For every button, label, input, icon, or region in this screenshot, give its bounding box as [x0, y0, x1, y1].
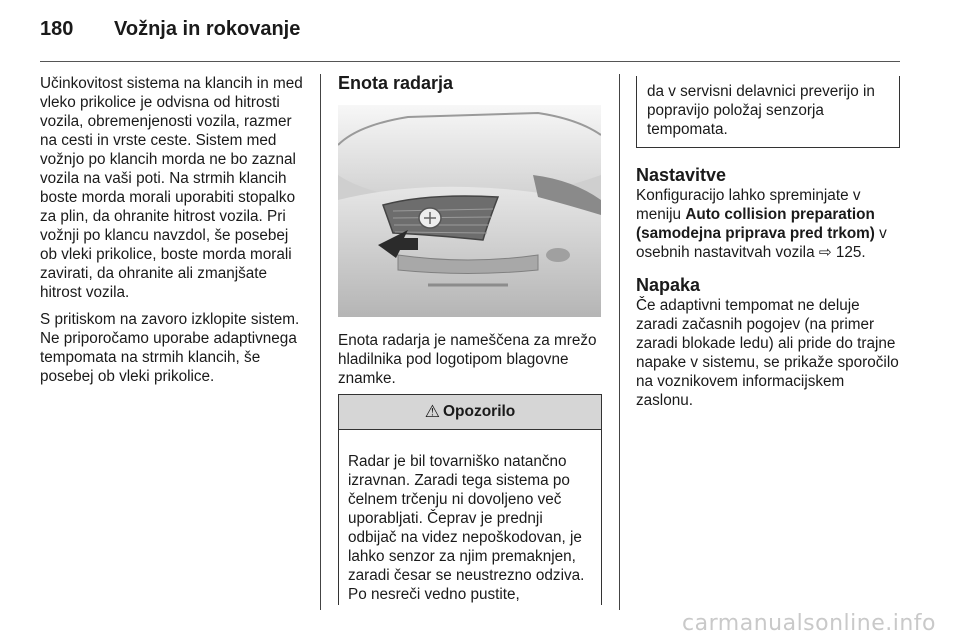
- warning-body: Radar je bil tovarniško natančno izravnan. Zaradi tega sistema po čelnem trčenju ni dovoljeno več uporabljati. Čeprav je prednji odbijač na videz nepoškodovan, je lahko senzor za njim premaknjen, zaradi česar se neustrezno odziva. Po nesreči vedno pustite,: [348, 453, 585, 603]
- radar-unit-photo: [338, 105, 601, 317]
- page-title: Vožnja in rokovanje: [114, 18, 301, 40]
- section-heading-radar: Enota radarja: [338, 73, 454, 93]
- header-divider: [40, 61, 900, 62]
- warning-continued-text: da v servisni delavnici preverijo in popravijo položaj senzorja tempomata.: [647, 83, 875, 138]
- page-reference: 125.: [835, 244, 866, 261]
- warning-triangle-icon: ⚠: [424, 402, 440, 421]
- page-reference-icon: ⇨: [818, 244, 832, 261]
- watermark: carmanualsonline.info: [682, 611, 936, 636]
- car-front-illustration: [338, 105, 601, 317]
- paragraph-slopes: Učinkovitost sistema na klancih in med vleko prikolice je odvisna od hitrosti vozila, obremenjenosti vozila, razmer na cesti in vrste ceste. Sistem med vožnjo po klancih morda ne bo zaznal vozila na vaši poti. Na strmih klancih boste morda morali uporabiti stopalko za plin, da ohranite hitrost vozila. Pri vožnji po klancu navzdol, še posebej ob vleki prikolice, boste morda morali zavirati, da ohranite ali zmanjšate hitrost vozila.: [40, 75, 303, 301]
- warning-title: Opozorilo: [442, 403, 516, 420]
- section-heading-settings: Nastavitve: [636, 165, 727, 185]
- radar-caption: Enota radarja je nameščena za mrežo hladilnika pod logotipom blagovne znamke.: [338, 332, 597, 387]
- column-divider-left: [320, 74, 321, 610]
- paragraph-brake: S pritiskom na zavoro izklopite sistem. Ne priporočamo uporabe adaptivnega tempomata na strmih klancih, še posebej ob vleki prikolice.: [40, 311, 300, 385]
- section-heading-fault: Napaka: [636, 275, 701, 295]
- column-3: [636, 76, 900, 418]
- warning-header: [339, 395, 601, 430]
- warning-box: [338, 394, 602, 605]
- warning-box-continued: [636, 76, 900, 148]
- column-2: [338, 74, 602, 396]
- column-divider-right: [619, 74, 620, 610]
- settings-paragraph: Konfiguracijo lahko spreminjate v meniju Auto collision preparation (samodejna priprava pred trkom) v osebnih nastavitvah vozila ⇨ 125.: [636, 187, 887, 261]
- column-1: [40, 74, 308, 394]
- menu-path: Auto collision preparation (samodejna priprava pred trkom): [636, 206, 875, 242]
- page-number: 180: [40, 18, 74, 40]
- page-header: [40, 18, 900, 52]
- fault-paragraph: Če adaptivni tempomat ne deluje zaradi začasnih pogojev (na primer zaradi blokade ledu) ali pride do trajne napake v sistemu, se prikaže sporočilo na voznikovem informacijskem zaslonu.: [636, 297, 899, 409]
